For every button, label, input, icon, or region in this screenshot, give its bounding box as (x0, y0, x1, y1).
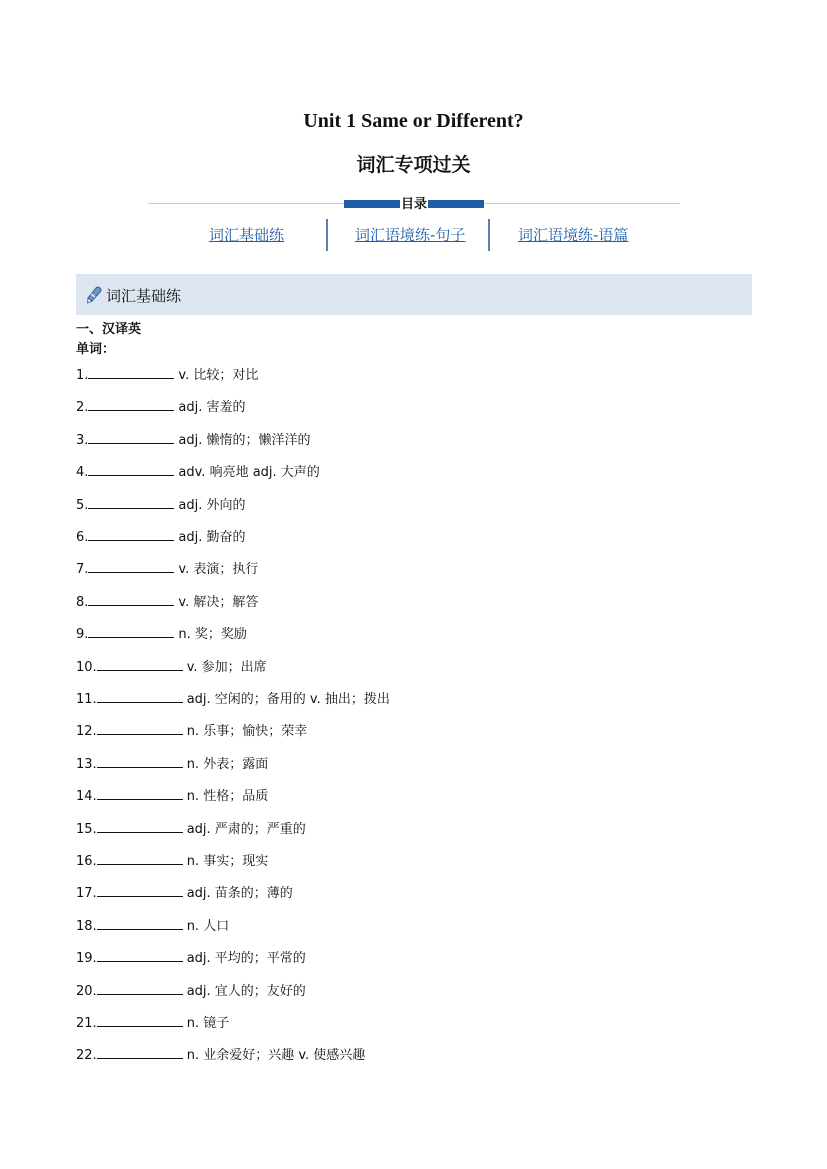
answer-blank[interactable] (97, 980, 183, 995)
document-subtitle: 词汇专项过关 (356, 154, 471, 176)
toc-bar-right (428, 200, 484, 208)
answer-blank[interactable] (88, 461, 174, 476)
list-item (76, 980, 306, 1000)
item-number: 17. (76, 886, 97, 902)
item-definition: n. 性格；品质 (186, 789, 269, 805)
list-item (76, 461, 320, 481)
item-definition: n. 奖；奖励 (178, 627, 247, 643)
item-definition: adv. 响亮地 adj. 大声的 (178, 465, 320, 481)
section-header (76, 274, 752, 315)
answer-blank[interactable] (97, 882, 183, 897)
item-definition: n. 人口 (186, 918, 230, 934)
answer-blank[interactable] (97, 947, 183, 962)
item-number: 8. (76, 594, 89, 610)
list-item (76, 591, 258, 611)
item-number: 10. (76, 659, 97, 675)
answer-blank[interactable] (97, 688, 183, 703)
item-number: 18. (76, 918, 97, 934)
list-item (76, 818, 306, 838)
exercise-subheading: 单词： (76, 342, 116, 357)
item-definition: adj. 外向的 (178, 497, 246, 513)
answer-blank[interactable] (97, 656, 183, 671)
item-number: 3. (76, 432, 89, 448)
item-definition: adj. 苗条的；薄的 (186, 886, 293, 902)
exercise-heading: 一、汉译英 (76, 322, 142, 337)
item-definition: adj. 宜人的；友好的 (186, 983, 306, 999)
answer-blank[interactable] (88, 429, 174, 444)
answer-blank[interactable] (88, 364, 174, 379)
answer-blank[interactable] (97, 1012, 183, 1027)
list-item (76, 947, 306, 967)
list-item (76, 688, 390, 708)
item-number: 21. (76, 1016, 97, 1031)
list-item (76, 656, 267, 676)
answer-blank[interactable] (88, 623, 174, 638)
item-number: 6. (76, 530, 89, 545)
answer-blank[interactable] (97, 818, 183, 833)
item-definition: v. 解决；解答 (178, 594, 259, 610)
list-item (76, 526, 246, 546)
list-item (76, 364, 258, 384)
list-item (76, 494, 246, 514)
item-number: 13. (76, 756, 97, 772)
item-number: 20. (76, 983, 97, 999)
list-item (76, 429, 311, 449)
item-definition: adj. 空闲的；备用的 v. 抽出；拨出 (186, 692, 390, 707)
item-definition: n. 镜子 (186, 1016, 230, 1031)
list-item (76, 785, 268, 805)
answer-blank[interactable] (97, 785, 183, 800)
item-number: 15. (76, 821, 97, 837)
toc-separator (326, 219, 328, 251)
answer-blank[interactable] (97, 720, 183, 735)
item-definition: adj. 懒惰的；懒洋洋的 (178, 432, 311, 448)
answer-blank[interactable] (88, 494, 174, 509)
answer-blank[interactable] (97, 753, 183, 768)
item-definition: n. 乐事；愉快；荣幸 (186, 724, 308, 740)
toc-link-sentence[interactable]: 词汇语境练-句子 (355, 226, 466, 244)
item-definition: adj. 勤奋的 (178, 530, 246, 545)
item-number: 2. (76, 400, 89, 416)
toc-label: 目录 (400, 193, 428, 212)
list-item (76, 1044, 365, 1064)
answer-blank[interactable] (88, 396, 174, 411)
item-number: 22. (76, 1048, 97, 1064)
item-definition: adj. 害羞的 (178, 400, 246, 416)
item-definition: v. 参加；出席 (186, 659, 267, 675)
item-definition: n. 事实；现实 (186, 854, 269, 869)
answer-blank[interactable] (97, 915, 183, 930)
item-number: 7. (76, 562, 89, 578)
answer-blank[interactable] (97, 1044, 183, 1059)
item-number: 4. (76, 465, 89, 481)
list-item (76, 720, 307, 740)
list-item (76, 915, 229, 935)
list-item (76, 396, 246, 416)
toc-bar-left (344, 200, 400, 208)
list-item (76, 623, 247, 643)
item-number: 9. (76, 627, 89, 643)
item-definition: v. 比较；对比 (178, 368, 259, 383)
toc-link-basic[interactable]: 词汇基础练 (209, 226, 285, 244)
answer-blank[interactable] (88, 558, 174, 573)
item-definition: adj. 严肃的；严重的 (186, 821, 306, 837)
item-definition: n. 业余爱好；兴趣 v. 使感兴趣 (186, 1048, 366, 1064)
list-item (76, 1012, 229, 1032)
list-item (76, 882, 293, 902)
answer-blank[interactable] (97, 850, 183, 865)
item-number: 16. (76, 854, 97, 869)
item-definition: adj. 平均的；平常的 (186, 951, 306, 967)
section-title: 词汇基础练 (106, 287, 182, 305)
item-number: 19. (76, 951, 97, 967)
list-item (76, 558, 258, 578)
item-number: 11. (76, 692, 97, 707)
item-definition: v. 表演；执行 (178, 562, 259, 578)
document-title: Unit 1 Same or Different? (303, 110, 524, 132)
item-definition: n. 外表；露面 (186, 756, 269, 772)
item-number: 5. (76, 497, 89, 513)
answer-blank[interactable] (88, 591, 174, 606)
list-item (76, 850, 268, 870)
list-item (76, 753, 268, 773)
item-number: 14. (76, 789, 97, 805)
toc-separator (488, 219, 490, 251)
answer-blank[interactable] (88, 526, 174, 541)
item-number: 1. (76, 368, 89, 383)
pencil-icon (86, 286, 102, 304)
toc-link-passage[interactable]: 词汇语境练-语篇 (518, 226, 629, 244)
item-number: 12. (76, 724, 97, 740)
